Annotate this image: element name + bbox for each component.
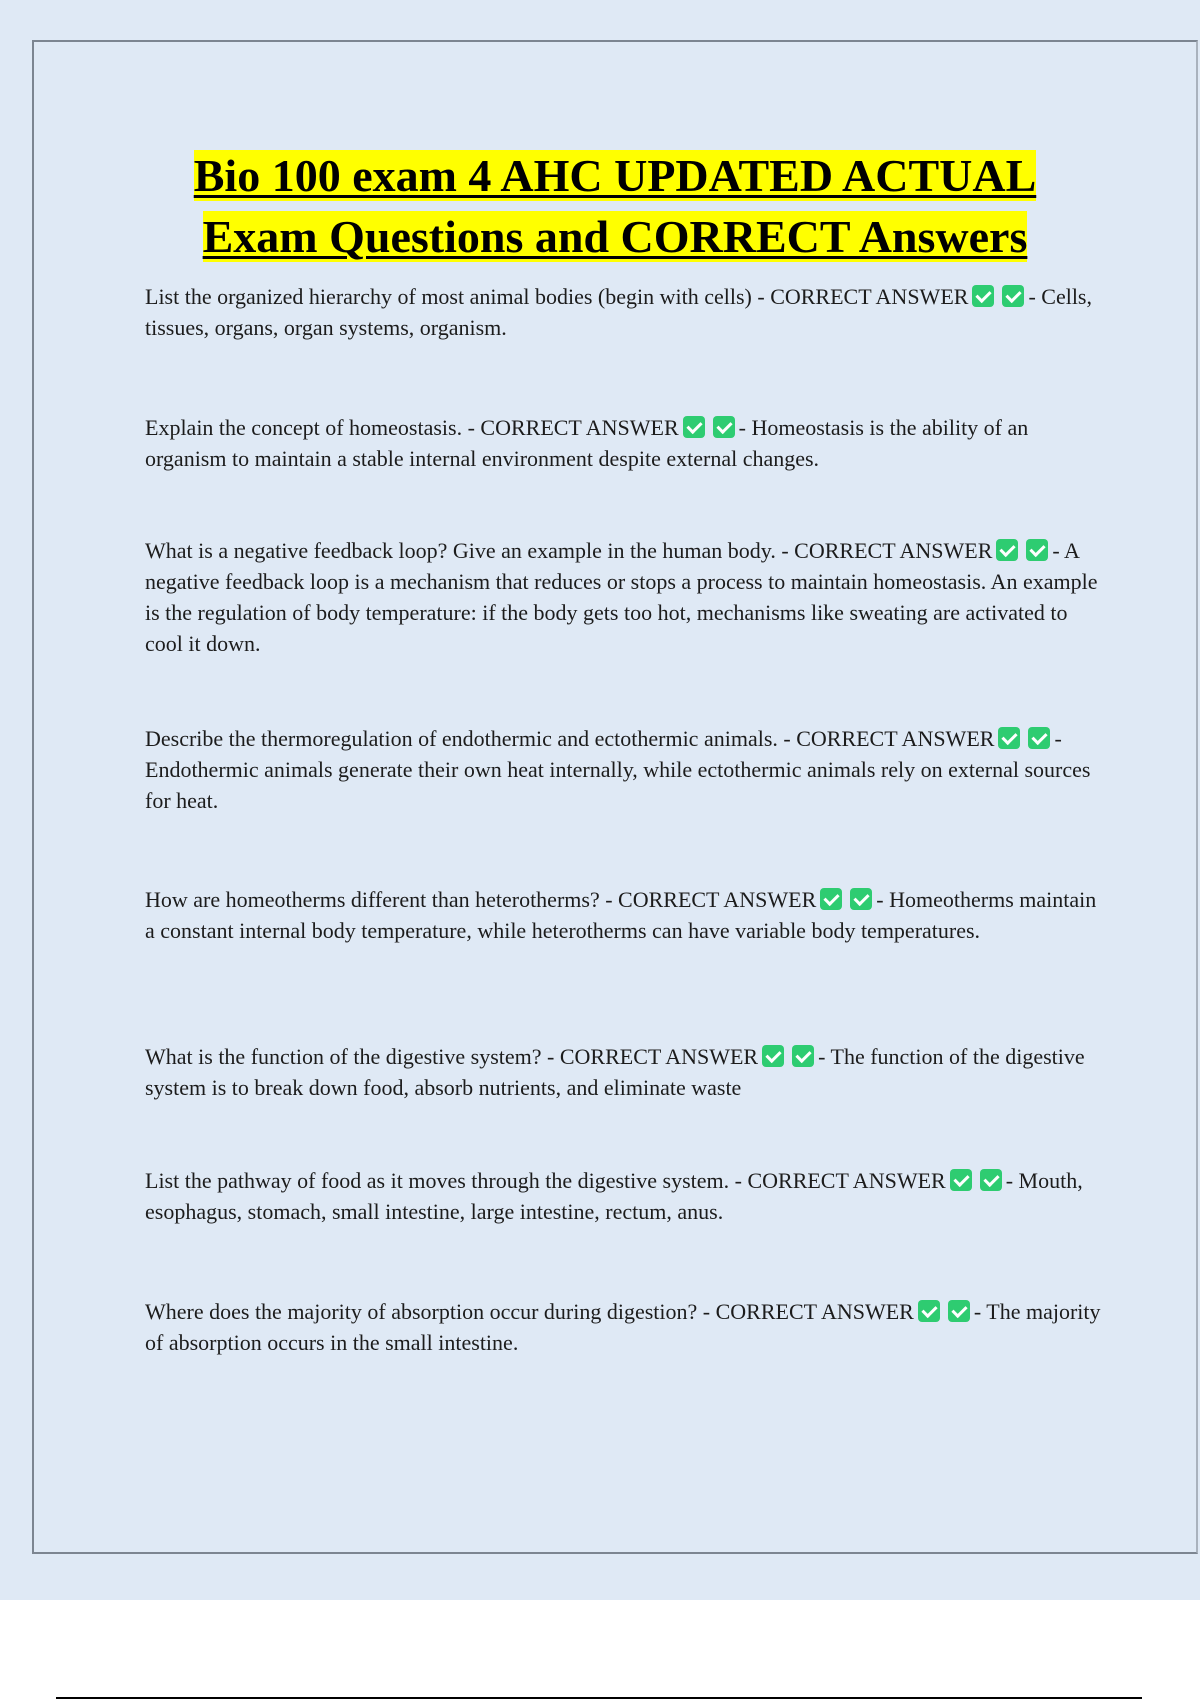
- qa-item: [145, 1165, 1105, 1227]
- answer-text: - Homeotherms maintain a constant internal body temperature, while heterotherms can have variable body temperatures.: [145, 887, 1097, 943]
- question-text: List the pathway of food as it moves through the digestive system. - CORRECT ANSWER: [145, 1168, 946, 1193]
- qa-item: [145, 884, 1105, 946]
- checkmark-icon: [950, 1169, 972, 1191]
- checkmark-icon: [683, 416, 705, 438]
- qa-item: [145, 723, 1105, 816]
- answer-text: - A negative feedback loop is a mechanism that reduces or stops a process to maintain homeostasis. An example is the regulation of body temperature: if the body gets too hot, mechanisms like sweating are activated to cool it down.: [145, 538, 1098, 656]
- qa-item: [145, 1041, 1105, 1103]
- checkmark-icon: [918, 1300, 940, 1322]
- checkmark-icon: [1026, 539, 1048, 561]
- question-text: Describe the thermoregulation of endothermic and ectothermic animals. - CORRECT ANSWER: [145, 726, 995, 751]
- title-line-2: Exam Questions and CORRECT Answers: [202, 211, 1028, 262]
- question-text: How are homeotherms different than heterotherms? - CORRECT ANSWER: [145, 887, 817, 912]
- checkmark-icon: [850, 888, 872, 910]
- title-line-1: Bio 100 exam 4 AHC UPDATED ACTUAL: [193, 150, 1037, 201]
- checkmark-icon: [980, 1169, 1002, 1191]
- document-title: [100, 145, 1130, 267]
- answer-text: - Cells, tissues, organs, organ systems, organism.: [145, 284, 1092, 340]
- answer-text: - Endothermic animals generate their own heat internally, while ectothermic animals rely on external sources for heat.: [145, 726, 1091, 813]
- question-text: Explain the concept of homeostasis. - CORRECT ANSWER: [145, 415, 679, 440]
- footer-divider: [56, 1697, 1142, 1699]
- checkmark-icon: [998, 727, 1020, 749]
- question-text: What is the function of the digestive system? - CORRECT ANSWER: [145, 1044, 759, 1069]
- checkmark-icon: [996, 539, 1018, 561]
- question-text: Where does the majority of absorption occur during digestion? - CORRECT ANSWER: [145, 1299, 914, 1324]
- question-text: List the organized hierarchy of most animal bodies (begin with cells) - CORRECT ANSWER: [145, 284, 969, 309]
- answer-text: - The majority of absorption occurs in the small intestine.: [145, 1299, 1101, 1355]
- qa-item: [145, 281, 1105, 343]
- checkmark-icon: [972, 285, 994, 307]
- answer-text: - The function of the digestive system is to break down food, absorb nutrients, and eliminate waste: [145, 1044, 1085, 1100]
- checkmark-icon: [713, 416, 735, 438]
- checkmark-icon: [1028, 727, 1050, 749]
- question-text: What is a negative feedback loop? Give an example in the human body. - CORRECT ANSWER: [145, 538, 993, 563]
- qa-item: [145, 1296, 1105, 1358]
- checkmark-icon: [1002, 285, 1024, 307]
- checkmark-icon: [948, 1300, 970, 1322]
- answer-text: - Homeostasis is the ability of an organism to maintain a stable internal environment despite external changes.: [145, 415, 1029, 471]
- checkmark-icon: [820, 888, 842, 910]
- checkmark-icon: [792, 1045, 814, 1067]
- qa-item: [145, 412, 1105, 474]
- answer-text: - Mouth, esophagus, stomach, small intestine, large intestine, rectum, anus.: [145, 1168, 1083, 1224]
- qa-item: [145, 535, 1105, 659]
- checkmark-icon: [762, 1045, 784, 1067]
